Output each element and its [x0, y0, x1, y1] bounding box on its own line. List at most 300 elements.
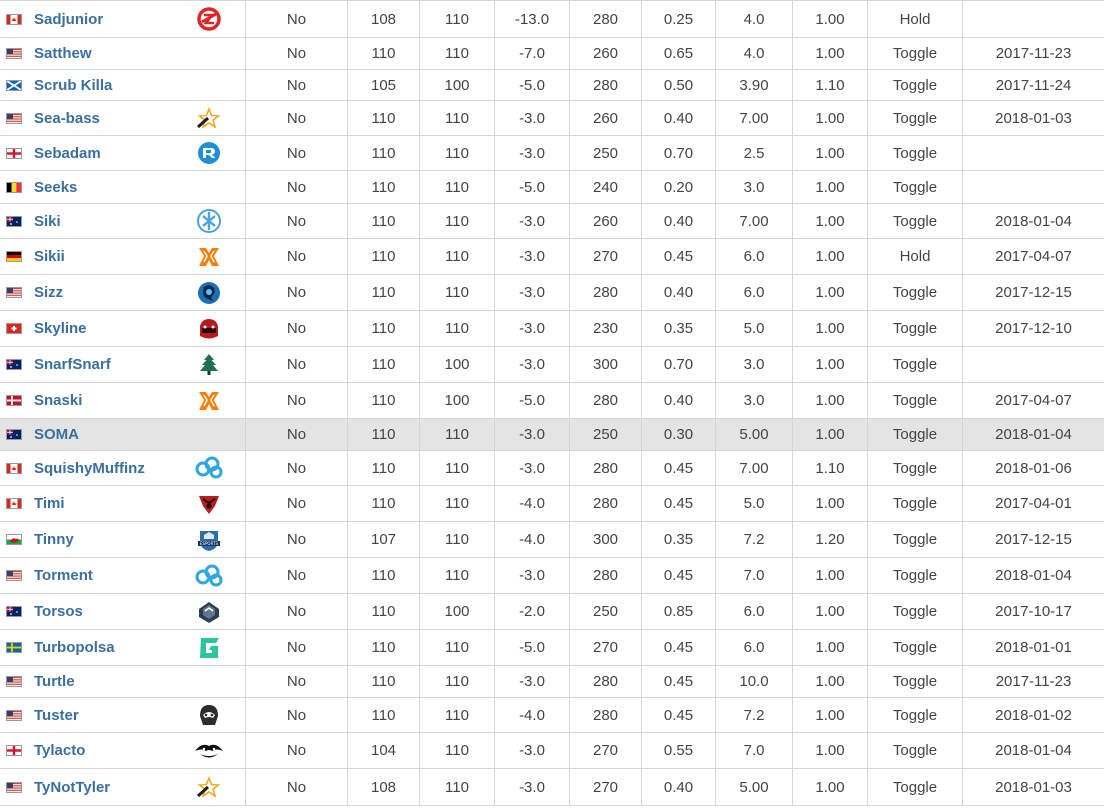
camera-tilt-value: -13.0	[494, 1, 569, 37]
swivel-speed-value: 3.0	[715, 383, 792, 418]
player-name-link[interactable]: Sebadam	[34, 144, 101, 162]
stiffness-value: 0.35	[641, 311, 715, 346]
camera-tilt-value: -3.0	[494, 451, 569, 485]
country-flag-icon	[6, 429, 22, 440]
stiffness-value: 0.35	[641, 522, 715, 557]
transition-speed-value: 1.00	[792, 204, 867, 238]
player-name-link[interactable]: TyNotTyler	[34, 778, 111, 796]
player-name-link[interactable]: SnarfSnarf	[34, 356, 111, 373]
camera-distance-value: 250	[569, 136, 641, 170]
camera-distance-value: 280	[569, 1, 641, 37]
updated-date: 2017-12-15	[962, 522, 1104, 557]
team-cell	[172, 486, 245, 521]
player-cell	[0, 38, 172, 69]
sensitivity-value: 100	[419, 70, 494, 100]
inverted-value: No	[245, 239, 347, 274]
sensitivity-value: 110	[419, 769, 494, 805]
team-cell	[172, 1, 245, 37]
deadzone-value: 110	[347, 136, 419, 170]
team-logo-chiefs-icon[interactable]	[194, 599, 224, 625]
camera-distance-value: 280	[569, 70, 641, 100]
player-cell	[0, 204, 172, 238]
stiffness-value: 0.70	[641, 136, 715, 170]
sensitivity-value: 110	[419, 419, 494, 450]
country-flag-icon	[6, 498, 22, 509]
player-cell	[0, 239, 172, 274]
country-flag-icon	[6, 216, 22, 227]
transition-speed-value: 1.10	[792, 70, 867, 100]
camera-distance-value: 240	[569, 171, 641, 203]
ball-camera-mode: Toggle	[867, 733, 962, 768]
table-row	[0, 135, 1104, 170]
camera-distance-value: 280	[569, 698, 641, 732]
swivel-speed-value: 5.00	[715, 419, 792, 450]
player-cell	[0, 311, 172, 346]
transition-speed-value: 1.00	[792, 38, 867, 69]
transition-speed-value: 1.00	[792, 136, 867, 170]
table-row	[0, 37, 1104, 69]
country-flag-icon	[6, 782, 22, 793]
swivel-speed-value: 7.0	[715, 558, 792, 593]
table-row	[0, 69, 1104, 100]
swivel-speed-value: 7.2	[715, 698, 792, 732]
camera-distance-value: 300	[569, 522, 641, 557]
team-logo-g-icon[interactable]	[194, 635, 224, 661]
sensitivity-value: 110	[419, 38, 494, 69]
camera-tilt-value: -4.0	[494, 698, 569, 732]
camera-tilt-value: -3.0	[494, 204, 569, 238]
country-flag-icon	[6, 570, 22, 581]
updated-date: 2017-11-24	[962, 70, 1104, 100]
sensitivity-value: 110	[419, 1, 494, 37]
deadzone-value: 110	[347, 38, 419, 69]
country-flag-icon	[6, 148, 22, 159]
team-cell	[172, 522, 245, 557]
deadzone-value: 104	[347, 733, 419, 768]
stiffness-value: 0.40	[641, 769, 715, 805]
updated-date: 2017-12-10	[962, 311, 1104, 346]
player-cell	[0, 101, 172, 135]
deadzone-value: 110	[347, 594, 419, 629]
country-flag-icon	[6, 745, 22, 756]
table-row	[0, 100, 1104, 135]
updated-date: 2017-12-15	[962, 275, 1104, 310]
player-name-link[interactable]: Sikii	[34, 248, 65, 265]
sensitivity-value: 110	[419, 698, 494, 732]
updated-date: 2017-11-23	[962, 666, 1104, 697]
swivel-speed-value: 6.0	[715, 239, 792, 274]
country-flag-icon	[6, 80, 22, 91]
country-flag-icon	[6, 463, 22, 474]
camera-tilt-value: -3.0	[494, 419, 569, 450]
country-flag-icon	[6, 182, 22, 193]
camera-tilt-value: -5.0	[494, 171, 569, 203]
camera-distance-value: 260	[569, 101, 641, 135]
table-row	[0, 732, 1104, 768]
table-row	[0, 170, 1104, 203]
table-row	[0, 418, 1104, 450]
deadzone-value: 110	[347, 239, 419, 274]
camera-tilt-value: -3.0	[494, 347, 569, 382]
updated-date: 2018-01-03	[962, 101, 1104, 135]
sensitivity-value: 100	[419, 383, 494, 418]
ball-camera-mode: Hold	[867, 1, 962, 37]
player-cell	[0, 347, 172, 382]
updated-date: 2018-01-04	[962, 558, 1104, 593]
player-name-link[interactable]: Satthew	[34, 45, 92, 62]
deadzone-value: 110	[347, 486, 419, 521]
camera-tilt-value: -3.0	[494, 769, 569, 805]
inverted-value: No	[245, 558, 347, 593]
swivel-speed-value: 7.00	[715, 204, 792, 238]
player-cell	[0, 630, 172, 665]
inverted-value: No	[245, 733, 347, 768]
player-cell	[0, 70, 172, 100]
swivel-speed-value: 5.0	[715, 486, 792, 521]
swivel-speed-value: 3.0	[715, 171, 792, 203]
stiffness-value: 0.70	[641, 347, 715, 382]
transition-speed-value: 1.00	[792, 558, 867, 593]
transition-speed-value: 1.00	[792, 347, 867, 382]
swivel-speed-value: 5.0	[715, 311, 792, 346]
inverted-value: No	[245, 136, 347, 170]
table-row	[0, 274, 1104, 310]
deadzone-value: 110	[347, 630, 419, 665]
player-name-link[interactable]: Sizz	[34, 284, 64, 301]
country-flag-icon	[6, 534, 22, 545]
stiffness-value: 0.45	[641, 558, 715, 593]
player-cell	[0, 594, 172, 629]
deadzone-value: 110	[347, 275, 419, 310]
team-cell	[172, 666, 245, 697]
inverted-value: No	[245, 171, 347, 203]
swivel-speed-value: 7.0	[715, 733, 792, 768]
updated-date: 2018-01-01	[962, 630, 1104, 665]
player-cell	[0, 136, 172, 170]
player-name-link[interactable]: Snaski	[34, 392, 83, 409]
player-cell	[0, 451, 172, 485]
country-flag-icon	[6, 642, 22, 653]
transition-speed-value: 1.00	[792, 486, 867, 521]
transition-speed-value: 1.00	[792, 698, 867, 732]
updated-date: 2018-01-04	[962, 733, 1104, 768]
stiffness-value: 0.45	[641, 239, 715, 274]
updated-date: 2018-01-04	[962, 204, 1104, 238]
country-flag-icon	[6, 359, 22, 370]
team-logo-renegades-icon[interactable]	[194, 491, 224, 517]
team-logo-tree-icon[interactable]	[194, 352, 224, 378]
table-row	[0, 665, 1104, 697]
swivel-speed-value: 3.90	[715, 70, 792, 100]
stiffness-value: 0.45	[641, 451, 715, 485]
camera-tilt-value: -3.0	[494, 666, 569, 697]
inverted-value: No	[245, 70, 347, 100]
updated-date	[962, 136, 1104, 170]
country-flag-icon	[6, 676, 22, 687]
player-cell	[0, 769, 172, 805]
inverted-value: No	[245, 594, 347, 629]
ball-camera-mode: Toggle	[867, 101, 962, 135]
ball-camera-mode: Toggle	[867, 769, 962, 805]
player-cell	[0, 383, 172, 418]
ball-camera-mode: Toggle	[867, 594, 962, 629]
inverted-value: No	[245, 311, 347, 346]
stiffness-value: 0.40	[641, 101, 715, 135]
table-row	[0, 346, 1104, 382]
table-row	[0, 0, 1104, 37]
deadzone-value: 110	[347, 419, 419, 450]
camera-tilt-value: -4.0	[494, 522, 569, 557]
swivel-speed-value: 4.0	[715, 1, 792, 37]
transition-speed-value: 1.00	[792, 419, 867, 450]
player-cell	[0, 1, 172, 37]
player-cell	[0, 522, 172, 557]
team-logo-star-icon[interactable]	[194, 105, 224, 131]
ball-camera-mode: Toggle	[867, 419, 962, 450]
inverted-value: No	[245, 1, 347, 37]
player-name-link[interactable]: Tinny	[34, 531, 74, 548]
sensitivity-value: 110	[419, 275, 494, 310]
player-name-link[interactable]: Tylacto	[34, 742, 86, 759]
sensitivity-value: 110	[419, 522, 494, 557]
deadzone-value: 105	[347, 70, 419, 100]
table-row	[0, 697, 1104, 732]
swivel-speed-value: 6.0	[715, 275, 792, 310]
ball-camera-mode: Toggle	[867, 275, 962, 310]
player-name-link[interactable]: Turtle	[34, 673, 75, 690]
deadzone-value: 110	[347, 171, 419, 203]
inverted-value: No	[245, 522, 347, 557]
table-row	[0, 485, 1104, 521]
inverted-value: No	[245, 419, 347, 450]
player-name-link[interactable]: Seeks	[34, 178, 78, 196]
stiffness-value: 0.40	[641, 383, 715, 418]
stiffness-value: 0.20	[641, 171, 715, 203]
ball-camera-mode: Toggle	[867, 171, 962, 203]
sensitivity-value: 110	[419, 630, 494, 665]
ball-camera-mode: Toggle	[867, 347, 962, 382]
player-name-link[interactable]: Tuster	[34, 706, 79, 724]
camera-distance-value: 270	[569, 733, 641, 768]
table-bottom-border	[0, 805, 1104, 806]
stiffness-value: 0.25	[641, 1, 715, 37]
ball-camera-mode: Toggle	[867, 136, 962, 170]
ball-camera-mode: Toggle	[867, 486, 962, 521]
team-cell	[172, 239, 245, 274]
inverted-value: No	[245, 347, 347, 382]
player-name-link[interactable]: Siki	[34, 212, 61, 230]
player-name-link[interactable]: Sea-bass	[34, 109, 100, 127]
player-cell	[0, 486, 172, 521]
camera-distance-value: 270	[569, 630, 641, 665]
camera-distance-value: 280	[569, 275, 641, 310]
team-cell	[172, 594, 245, 629]
swivel-speed-value: 7.00	[715, 451, 792, 485]
team-cell	[172, 733, 245, 768]
camera-distance-value: 280	[569, 558, 641, 593]
team-logo-hood-icon[interactable]	[194, 702, 224, 728]
country-flag-icon	[6, 606, 22, 617]
team-logo-fnatic-icon[interactable]	[194, 388, 224, 414]
team-logo-badge-icon[interactable]	[194, 527, 224, 553]
sensitivity-value: 110	[419, 558, 494, 593]
sensitivity-value: 110	[419, 204, 494, 238]
updated-date: 2018-01-06	[962, 451, 1104, 485]
camera-distance-value: 280	[569, 486, 641, 521]
sensitivity-value: 110	[419, 733, 494, 768]
inverted-value: No	[245, 666, 347, 697]
table-row	[0, 521, 1104, 557]
table-row	[0, 238, 1104, 274]
camera-tilt-value: -3.0	[494, 733, 569, 768]
country-flag-icon	[6, 14, 22, 25]
transition-speed-value: 1.00	[792, 275, 867, 310]
team-logo-circle-red-icon[interactable]	[194, 6, 224, 32]
player-name-link[interactable]: Torsos	[34, 603, 83, 620]
stiffness-value: 0.40	[641, 275, 715, 310]
player-name-link[interactable]: Torment	[34, 567, 93, 584]
stiffness-value: 0.45	[641, 486, 715, 521]
transition-speed-value: 1.00	[792, 666, 867, 697]
team-cell	[172, 70, 245, 100]
deadzone-value: 108	[347, 1, 419, 37]
team-logo-hex-blue-icon[interactable]	[194, 208, 224, 234]
camera-distance-value: 250	[569, 419, 641, 450]
table-row	[0, 310, 1104, 346]
team-logo-rogue-icon[interactable]	[194, 280, 224, 306]
inverted-value: No	[245, 451, 347, 485]
updated-date: 2017-04-01	[962, 486, 1104, 521]
sensitivity-value: 110	[419, 239, 494, 274]
camera-distance-value: 270	[569, 769, 641, 805]
inverted-value: No	[245, 204, 347, 238]
team-cell	[172, 558, 245, 593]
transition-speed-value: 1.00	[792, 769, 867, 805]
sensitivity-value: 110	[419, 171, 494, 203]
team-logo-cloud9-icon[interactable]	[194, 563, 224, 589]
inverted-value: No	[245, 101, 347, 135]
deadzone-value: 110	[347, 347, 419, 382]
swivel-speed-value: 10.0	[715, 666, 792, 697]
player-cell	[0, 171, 172, 203]
updated-date: 2018-01-02	[962, 698, 1104, 732]
team-logo-star-icon[interactable]	[194, 774, 224, 800]
ball-camera-mode: Hold	[867, 239, 962, 274]
updated-date: 2018-01-03	[962, 769, 1104, 805]
ball-camera-mode: Toggle	[867, 558, 962, 593]
updated-date: 2017-10-17	[962, 594, 1104, 629]
team-logo-secret-icon[interactable]	[194, 738, 224, 764]
table-row	[0, 450, 1104, 485]
camera-distance-value: 230	[569, 311, 641, 346]
stiffness-value: 0.45	[641, 698, 715, 732]
updated-date	[962, 1, 1104, 37]
inverted-value: No	[245, 698, 347, 732]
ball-camera-mode: Toggle	[867, 451, 962, 485]
updated-date: 2018-01-04	[962, 419, 1104, 450]
table-row	[0, 557, 1104, 593]
transition-speed-value: 1.00	[792, 630, 867, 665]
player-name-link[interactable]: Skyline	[34, 320, 87, 337]
stiffness-value: 0.85	[641, 594, 715, 629]
swivel-speed-value: 4.0	[715, 38, 792, 69]
camera-distance-value: 280	[569, 451, 641, 485]
camera-tilt-value: -2.0	[494, 594, 569, 629]
player-name-link[interactable]: SOMA	[34, 426, 79, 443]
player-cell	[0, 733, 172, 768]
ball-camera-mode: Toggle	[867, 204, 962, 238]
ball-camera-mode: Toggle	[867, 70, 962, 100]
team-logo-gorilla-icon[interactable]	[194, 316, 224, 342]
swivel-speed-value: 3.0	[715, 347, 792, 382]
sensitivity-value: 110	[419, 486, 494, 521]
player-name-link[interactable]: Scrub Killa	[34, 76, 113, 94]
stiffness-value: 0.30	[641, 419, 715, 450]
transition-speed-value: 1.00	[792, 594, 867, 629]
team-cell	[172, 171, 245, 203]
team-cell	[172, 769, 245, 805]
camera-tilt-value: -5.0	[494, 630, 569, 665]
updated-date: 2017-04-07	[962, 239, 1104, 274]
deadzone-value: 110	[347, 698, 419, 732]
sensitivity-value: 100	[419, 347, 494, 382]
transition-speed-value: 1.00	[792, 101, 867, 135]
sensitivity-value: 110	[419, 101, 494, 135]
swivel-speed-value: 6.0	[715, 630, 792, 665]
camera-tilt-value: -7.0	[494, 38, 569, 69]
deadzone-value: 110	[347, 451, 419, 485]
player-name-link[interactable]: SquishyMuffinz	[34, 459, 145, 477]
swivel-speed-value: 6.0	[715, 594, 792, 629]
country-flag-icon	[6, 395, 22, 406]
player-cell	[0, 558, 172, 593]
player-cell	[0, 275, 172, 310]
camera-distance-value: 250	[569, 594, 641, 629]
swivel-speed-value: 7.00	[715, 101, 792, 135]
deadzone-value: 108	[347, 769, 419, 805]
team-cell	[172, 419, 245, 450]
camera-distance-value: 270	[569, 239, 641, 274]
team-cell	[172, 136, 245, 170]
stiffness-value: 0.45	[641, 666, 715, 697]
team-logo-fnatic-icon[interactable]	[194, 244, 224, 270]
player-name-link[interactable]: Timi	[34, 495, 65, 512]
camera-tilt-value: -3.0	[494, 558, 569, 593]
transition-speed-value: 1.00	[792, 733, 867, 768]
country-flag-icon	[6, 710, 22, 721]
updated-date: 2017-11-23	[962, 38, 1104, 69]
country-flag-icon	[6, 287, 22, 298]
stiffness-value: 0.45	[641, 630, 715, 665]
camera-tilt-value: -5.0	[494, 383, 569, 418]
player-name-link[interactable]: Sadjunior	[34, 10, 104, 28]
ball-camera-mode: Toggle	[867, 311, 962, 346]
player-cell	[0, 698, 172, 732]
camera-tilt-value: -3.0	[494, 311, 569, 346]
table-row	[0, 629, 1104, 665]
table-row	[0, 382, 1104, 418]
sensitivity-value: 110	[419, 311, 494, 346]
transition-speed-value: 1.00	[792, 239, 867, 274]
ball-camera-mode: Toggle	[867, 522, 962, 557]
transition-speed-value: 1.00	[792, 311, 867, 346]
sensitivity-value: 110	[419, 451, 494, 485]
team-logo-cloud9-icon[interactable]	[194, 455, 224, 481]
player-name-link[interactable]: Turbopolsa	[34, 639, 115, 656]
team-logo-rocket-icon[interactable]	[194, 140, 224, 166]
player-cell	[0, 419, 172, 450]
updated-date: 2017-04-07	[962, 383, 1104, 418]
